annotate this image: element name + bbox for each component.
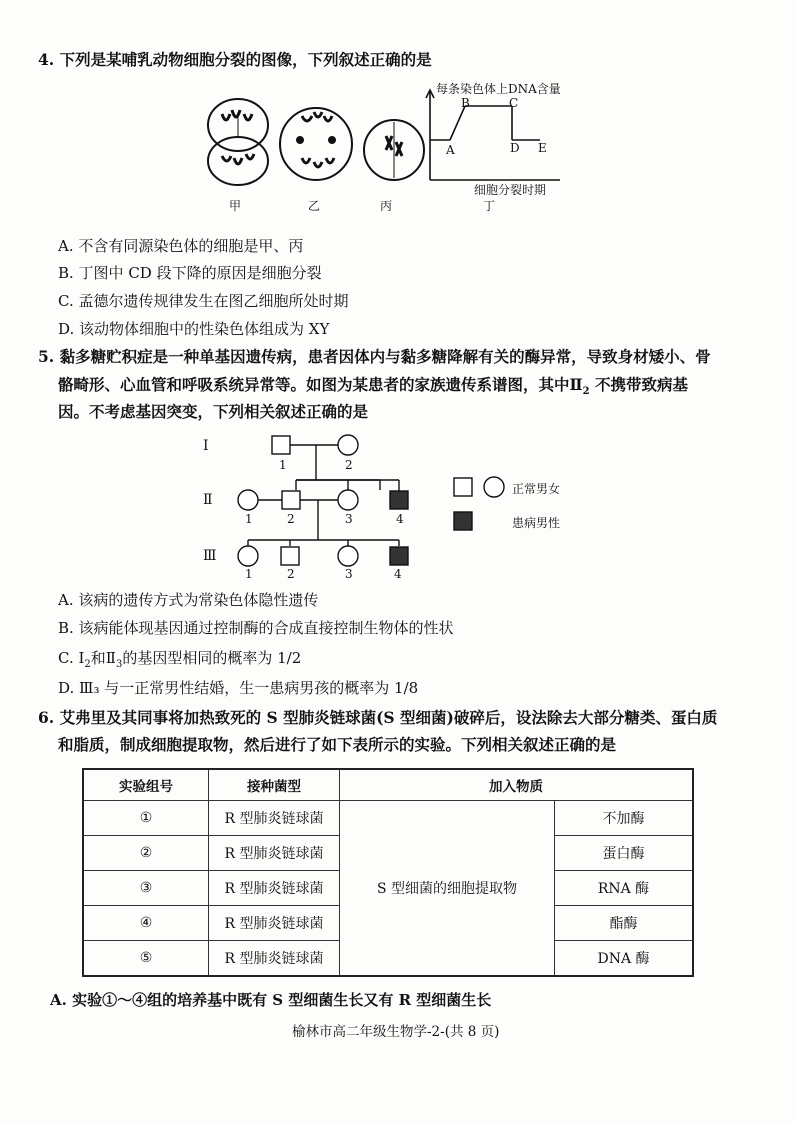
label-ding: 丁 xyxy=(483,199,496,213)
label-bing: 丙 xyxy=(380,199,393,213)
q6-option-a: A. 实验①～④组的培养基中既有 S 型细菌生长又有 R 型细菌生长 xyxy=(50,991,492,1009)
q5-option-b: B. 该病能体现基因通过控制酶的合成直接控制生物体的性状 xyxy=(58,619,454,637)
pedigree-chart xyxy=(230,430,430,580)
row-id: ④ xyxy=(83,906,209,941)
ii-3-num: 3 xyxy=(345,512,353,526)
legend-normal: 正常男女 xyxy=(512,482,561,496)
row-enzyme: DNA 酶 xyxy=(555,941,694,977)
q6-line1: 6. 艾弗里及其同事将加热致死的 S 型肺炎链球菌(S 型细菌)破碎后，设法除去大部分糖类、蛋白质 xyxy=(38,708,718,727)
q4-stem: 4. 下列是某哺乳动物细胞分裂的图像，下列叙述正确的是 xyxy=(38,50,432,69)
row-enzyme: RNA 酶 xyxy=(555,871,694,906)
q4-option-d: D. 该动物体细胞中的性染色体组成为 XY xyxy=(58,320,330,338)
iii-2-num: 2 xyxy=(287,567,295,581)
row-enzyme: 酯酶 xyxy=(555,906,694,941)
q5-option-d: D. Ⅲ₃ 与一正常男性结婚，生一患病男孩的概率为 1/8 xyxy=(58,679,419,697)
q6-line2: 和脂质，制成细胞提取物，然后进行了如下表所示的实验。下列相关叙述正确的是 xyxy=(58,735,617,754)
row-enzyme: 蛋白酶 xyxy=(555,836,694,871)
row-enzyme: 不加酶 xyxy=(555,801,694,836)
table-row xyxy=(83,801,693,836)
graph-xlabel: 细胞分裂时期 xyxy=(474,183,547,197)
row-id: ② xyxy=(83,836,209,871)
row-strain: R 型肺炎链球菌 xyxy=(209,871,340,906)
graph-ylabel: 每条染色体上DNA含量 xyxy=(436,82,561,96)
iii-1-num: 1 xyxy=(245,567,253,581)
label-yi: 乙 xyxy=(308,199,321,213)
row-strain: R 型肺炎链球菌 xyxy=(209,906,340,941)
cell-bing xyxy=(364,120,424,180)
row-id: ① xyxy=(83,801,209,836)
header-group-id: 实验组号 xyxy=(83,769,209,801)
header-strain: 接种菌型 xyxy=(209,769,340,801)
pedigree-legend-symbols xyxy=(452,474,508,536)
row-strain: R 型肺炎链球菌 xyxy=(209,941,340,977)
q5-line3: 因。不考虑基因突变，下列相关叙述正确的是 xyxy=(58,402,369,421)
q5-line2: 骼畸形、心血管和呼吸系统异常等。如图为某患者的家族遗传系谱图，其中$Ⅱ_2$ 不携带致病基 xyxy=(58,375,688,398)
ii-2-num: 2 xyxy=(287,512,295,526)
gen-ii-label: Ⅱ xyxy=(203,492,213,508)
row-id: ③ xyxy=(83,871,209,906)
header-substance: 加入物质 xyxy=(340,769,694,801)
i-2-num: 2 xyxy=(345,458,353,472)
page-footer: 榆林市高二年级生物学-2-(共 8 页) xyxy=(292,1024,500,1040)
cell-jia xyxy=(208,99,268,185)
ii-4-num: 4 xyxy=(396,512,404,526)
legend-affected: 患病男性 xyxy=(512,516,561,530)
iii-3-num: 3 xyxy=(345,567,353,581)
q4-option-b: B. 丁图中 CD 段下降的原因是细胞分裂 xyxy=(58,264,322,282)
gen-i-label: Ⅰ xyxy=(203,438,209,454)
experiment-table xyxy=(82,768,694,977)
iii-4-num: 4 xyxy=(394,567,402,581)
q5-option-a: A. 该病的遗传方式为常染色体隐性遗传 xyxy=(58,591,319,609)
dna-content-graph xyxy=(420,84,565,194)
graph-point-e: E xyxy=(538,141,547,155)
graph-point-d: D xyxy=(510,141,520,155)
q4-option-c: C. 孟德尔遗传规律发生在图乙细胞所处时期 xyxy=(58,292,349,310)
i-1-num: 1 xyxy=(279,458,287,472)
graph-point-a: A xyxy=(446,143,455,157)
graph-point-b: B xyxy=(461,96,470,110)
shared-extract: S 型细菌的细胞提取物 xyxy=(340,801,555,977)
ii-1-num: 1 xyxy=(245,512,253,526)
row-strain: R 型肺炎链球菌 xyxy=(209,836,340,871)
q5-option-c: C. $Ⅰ_2$和$Ⅱ_3$的基因型相同的概率为 1/2 xyxy=(58,649,302,670)
row-id: ⑤ xyxy=(83,941,209,977)
cell-yi xyxy=(280,108,352,180)
label-jia: 甲 xyxy=(229,199,242,213)
row-strain: R 型肺炎链球菌 xyxy=(209,801,340,836)
q4-option-a: A. 不含有同源染色体的细胞是甲、丙 xyxy=(58,237,304,255)
q5-line1: 5. 黏多糖贮积症是一种单基因遗传病，患者因体内与黏多糖降解有关的酶异常，导致身材矮小、骨 xyxy=(38,347,711,366)
graph-point-c: C xyxy=(509,96,519,110)
gen-iii-label: Ⅲ xyxy=(203,548,217,564)
